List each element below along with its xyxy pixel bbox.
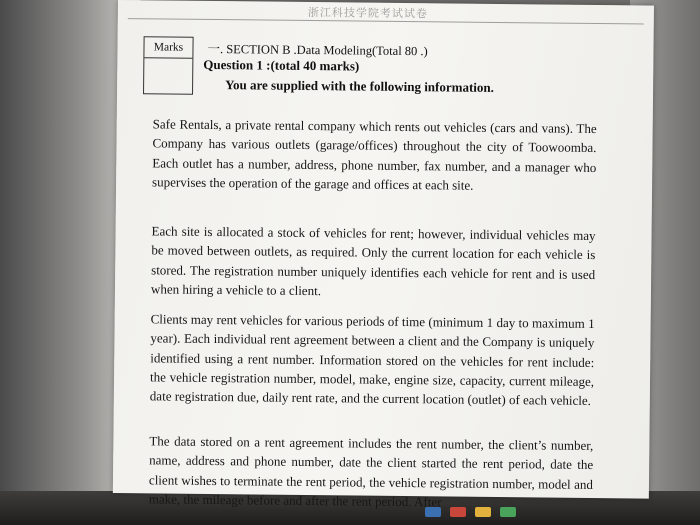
paragraph: Clients may rent vehicles for various periods of time (minimum 1 day to maximum 1 year). Each individual rent agreement between a client and the Company is uniquely identified using a rent number. Information stored on the vehicles for rent include: the vehicle registration number, model, make, engine size, capacity, current mileage, date registration due, daily rent rate, and the current location (outlet) of each vehicle. <box>149 311 595 409</box>
page-header: 浙江科技学院考试试卷 <box>307 6 428 21</box>
paragraph: Safe Rentals, a private rental company which rents out vehicles (cars and vans). The Company has various outlets (garage/offices) throughout the city of Toowoomba. Each outlet has a number, address, phone number, fax number, and a manager who supervises the operation of the garage and offices at each site. <box>152 116 597 193</box>
paragraph: The data stored on a rent agreement includes the rent number, the client’s number, name, address and phone number, date the client started the rent period, date the client wishes to terminate the rent period, the vehicle registration number, model and make, the mileage before and after the rent period. After <box>148 433 594 510</box>
section-title: 一. SECTION B .Data Modeling(Total 80 .) <box>207 41 428 59</box>
paragraph: Each site is allocated a stock of vehicles for rent; however, individual vehicles may be moved between outlets, as required. Only the current location for each vehicle is stored. The registration number uniquely identifies each vehicle for rent and is used when hiring a vehicle to a client. <box>150 223 596 299</box>
question-title: Question 1 :(total 40 marks) <box>203 56 360 74</box>
marks-box <box>143 36 194 95</box>
marks-label: Marks <box>144 37 192 59</box>
exam-page <box>113 0 654 510</box>
question-intro: You are supplied with the following information. <box>225 77 495 95</box>
